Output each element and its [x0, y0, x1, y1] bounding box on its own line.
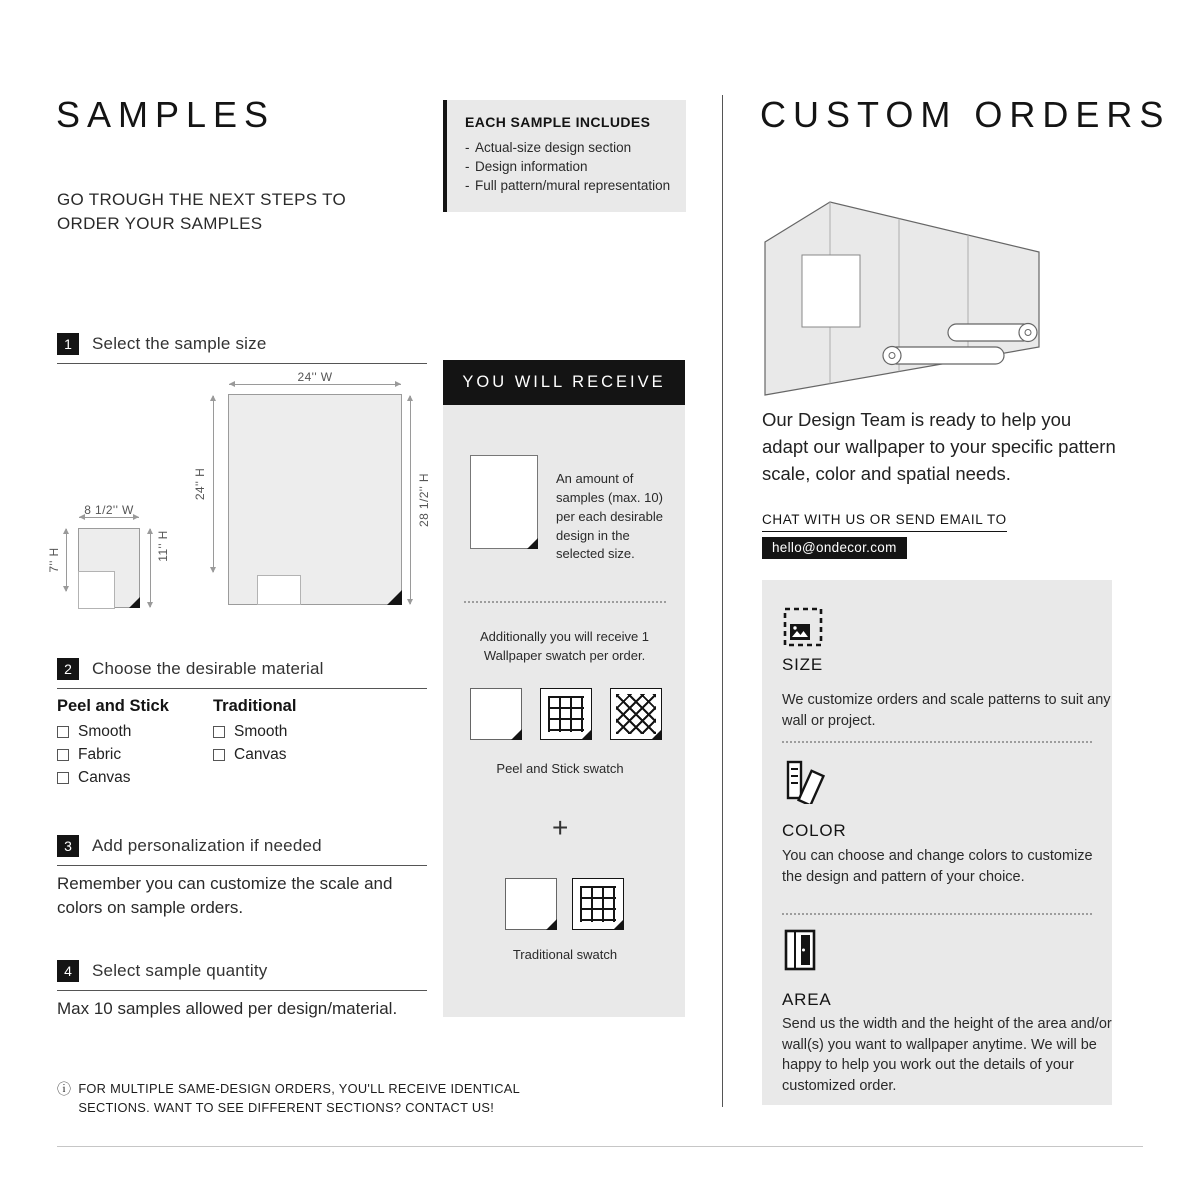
samples-amount-text: An amount of samples (max. 10) per each desirable design in the selected size. [556, 471, 663, 562]
option-label: Canvas [78, 769, 131, 786]
option-traditional-canvas[interactable] [213, 746, 287, 764]
crosshatch-pattern [616, 694, 656, 734]
option-peel-canvas[interactable] [57, 769, 131, 787]
small-sheet-sample-section [78, 571, 115, 609]
large-right-height-label: 28 1/2'' H [417, 473, 431, 527]
step-2-label: Choose the desirable material [92, 659, 324, 678]
step-4-header [57, 960, 427, 991]
bullet-dash: - [465, 177, 470, 193]
grid-swatch-icon [572, 878, 624, 930]
color-section-title: COLOR [782, 821, 847, 840]
color-section-text: You can choose and change colors to customize the design and pattern of your choice. [782, 848, 1093, 885]
bullet-dash: - [465, 140, 470, 155]
area-wall-icon [782, 928, 824, 972]
step-1-header [57, 333, 427, 364]
grid-swatch-icon [540, 688, 592, 740]
size-section-title: SIZE [782, 655, 823, 674]
small-width-label: 8 1/2'' W [84, 503, 134, 517]
checkbox-peel-smooth[interactable] [57, 726, 69, 738]
step-2-number: 2 [57, 658, 79, 680]
bullet-dash: - [465, 158, 470, 174]
step-2-header [57, 658, 427, 689]
large-right-height-dimension-line [410, 396, 411, 604]
step-4-label: Select sample quantity [92, 961, 268, 980]
bottom-rule [57, 1146, 1143, 1147]
checkbox-peel-fabric[interactable] [57, 749, 69, 761]
column-divider [722, 95, 723, 1107]
custom-orders-title: CUSTOM ORDERS [760, 94, 1171, 135]
option-peel-smooth[interactable] [57, 723, 131, 741]
dotted-divider [464, 601, 666, 603]
footnote [57, 1080, 532, 1117]
chat-with-us-label: CHAT WITH US OR SEND EMAIL TO [762, 512, 1007, 532]
sample-sheet-icon [470, 455, 538, 549]
small-left-height-label: 7'' H [47, 547, 61, 573]
large-width-dimension-line [229, 384, 401, 385]
grid-pattern [548, 696, 584, 732]
step-3-header [57, 835, 427, 866]
step-3-label: Add personalization if needed [92, 836, 322, 855]
small-left-height-dimension-line [66, 529, 67, 591]
option-label: Smooth [78, 723, 132, 740]
additional-swatch-text: Additionally you will receive 1 Wallpaper swatch per order. [479, 629, 650, 663]
area-section-title: AREA [782, 990, 832, 1009]
area-section-text: Send us the width and the height of the area and/or wall(s) you want to wallpaper anytime. We will be happy to help you work out the details of your customized order. [782, 1016, 1112, 1094]
large-left-height-dimension-line [213, 396, 214, 572]
blank-swatch-icon [505, 878, 557, 930]
plus-icon: + [552, 812, 569, 843]
includes-item-text: Full pattern/mural representation [475, 177, 671, 193]
list-item [465, 158, 672, 177]
you-will-receive-header [443, 360, 685, 405]
chat-with-us-row [762, 511, 1007, 559]
checkbox-traditional-smooth[interactable] [213, 726, 225, 738]
custom-intro-text: Our Design Team is ready to help you adapt our wallpaper to your specific pattern scale, color and spatial needs. [762, 409, 1116, 485]
crosshatch-swatch-icon [610, 688, 662, 740]
info-icon: ⓘ [57, 1081, 72, 1097]
step-4-text: Max 10 samples allowed per design/material. [57, 999, 398, 1018]
list-item [465, 177, 672, 196]
size-section-text: We customize orders and scale patterns to suit any wall or project. [782, 692, 1111, 729]
list-item [465, 139, 672, 158]
you-will-receive-title: YOU WILL RECEIVE [462, 373, 666, 391]
step-1-label: Select the sample size [92, 334, 267, 353]
includes-item-text: Design information [475, 158, 588, 174]
option-peel-fabric[interactable] [57, 746, 121, 764]
each-sample-includes-box [443, 100, 686, 212]
large-left-height-label: 24'' H [193, 467, 207, 501]
samples-title: SAMPLES [56, 94, 276, 135]
each-sample-includes-title: EACH SAMPLE INCLUDES [465, 114, 651, 130]
wallpaper-roll [883, 347, 1004, 365]
step-3-number: 3 [57, 835, 79, 857]
footnote-text: FOR MULTIPLE SAME-DESIGN ORDERS, YOU'LL RECEIVE IDENTICAL SECTIONS. WANT TO SEE DIFFERENT SECTIONS? CONTACT US! [78, 1081, 520, 1115]
wallpaper-roll [948, 324, 1037, 342]
samples-intro: GO TROUGH THE NEXT STEPS TO ORDER YOUR SAMPLES [57, 190, 346, 234]
grid-pattern [580, 886, 616, 922]
color-swatchbook-icon [782, 758, 826, 804]
option-traditional-smooth[interactable] [213, 723, 287, 741]
small-width-dimension-line [79, 517, 139, 518]
peel-swatch-label: Peel and Stick swatch [496, 761, 624, 776]
step-3-text: Remember you can customize the scale and colors on sample orders. [57, 874, 393, 918]
dotted-divider [782, 741, 1092, 743]
large-width-label: 24'' W [297, 370, 333, 384]
traditional-swatch-label: Traditional swatch [512, 947, 618, 962]
option-label: Smooth [234, 723, 288, 740]
house-wallpaper-illustration [762, 197, 1042, 402]
size-icon [782, 606, 824, 648]
small-right-height-label: 11'' H [156, 530, 170, 562]
dotted-divider [782, 913, 1092, 915]
step-1-number: 1 [57, 333, 79, 355]
large-sample-sheet [228, 394, 402, 605]
small-right-height-dimension-line [150, 529, 151, 607]
includes-item-text: Actual-size design section [475, 140, 632, 155]
small-sample-sheet [78, 528, 140, 608]
checkbox-peel-canvas[interactable] [57, 772, 69, 784]
option-label: Fabric [78, 746, 122, 763]
blank-swatch-icon [470, 688, 522, 740]
peel-and-stick-title: Peel and Stick [57, 697, 169, 715]
email-link[interactable]: hello@ondecor.com [762, 537, 907, 559]
step-4-number: 4 [57, 960, 79, 982]
checkbox-traditional-canvas[interactable] [213, 749, 225, 761]
traditional-title: Traditional [213, 697, 297, 715]
option-label: Canvas [234, 746, 287, 763]
large-sheet-sample-section [257, 575, 301, 605]
